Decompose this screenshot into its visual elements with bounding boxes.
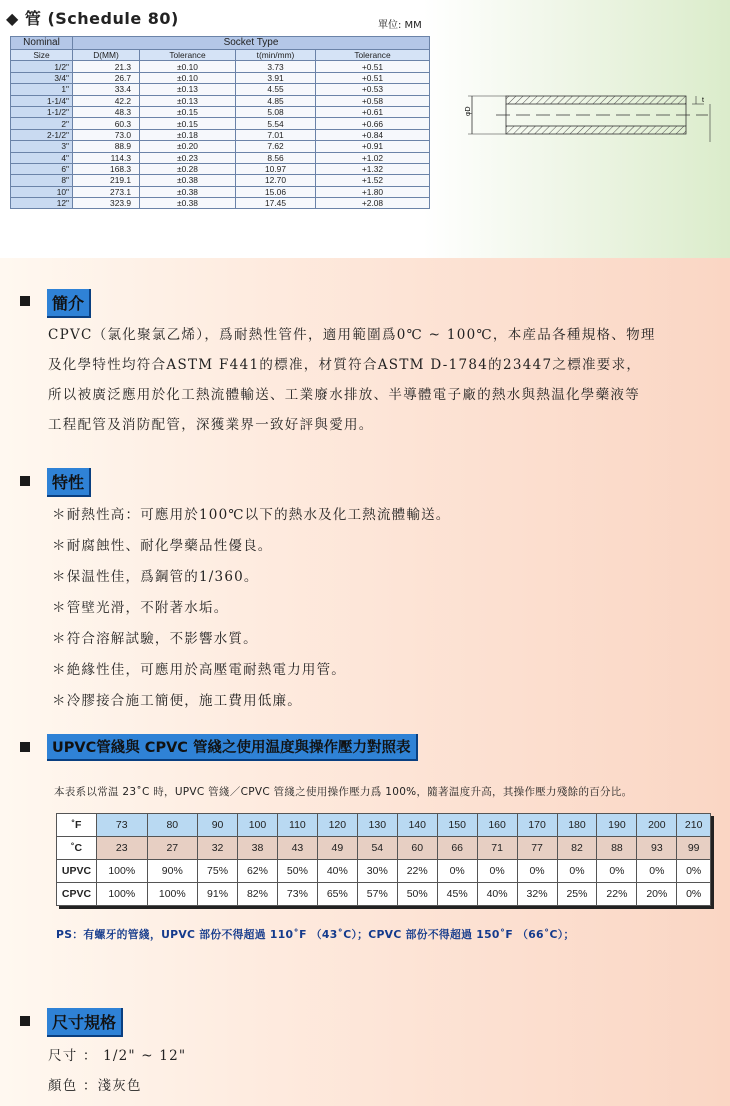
- pressure-cell: 0%: [437, 860, 477, 883]
- spec-cell: 7.01: [236, 129, 316, 140]
- spec-cell: 5.08: [236, 106, 316, 117]
- spec-cell: 17.45: [236, 198, 316, 209]
- pressure-row-label: UPVC: [57, 860, 97, 883]
- pressure-cell: 50%: [397, 883, 437, 906]
- spec-cell: 4.85: [236, 95, 316, 106]
- size-range: 尺寸 ： 1/2" ~ 12": [48, 1048, 187, 1064]
- pressure-cell: 40%: [317, 860, 357, 883]
- spec-cell: 168.3: [73, 163, 140, 174]
- pressure-cell: 22%: [397, 860, 437, 883]
- spec-cell: +0.51: [316, 72, 430, 83]
- pressure-cell: 91%: [198, 883, 238, 906]
- spec-cell: +1.32: [316, 163, 430, 174]
- spec-cell: 48.3: [73, 106, 140, 117]
- pressure-table-body: [57, 814, 711, 906]
- pressure-row-label: ˚C: [57, 837, 97, 860]
- spec-row: [11, 72, 430, 83]
- pressure-cell: 49: [317, 837, 357, 860]
- spec-cell: +0.61: [316, 106, 430, 117]
- spec-cell: 273.1: [73, 186, 140, 197]
- spec-cell: +1.02: [316, 152, 430, 163]
- feature-item: ＊耐腐蝕性、耐化學藥品性優良。: [52, 538, 273, 554]
- diameter-label: φD: [465, 106, 472, 116]
- pressure-cell: 73%: [277, 883, 317, 906]
- pressure-note: 本表系以常温 23˚C 時，UPVC 管綫／CPVC 管綫之使用操作壓力爲 100%，隨著温度升高，其操作壓力殘餘的百分比。: [54, 786, 633, 798]
- spec-cell: ±0.20: [140, 141, 236, 152]
- spec-cell: 10.97: [236, 163, 316, 174]
- intro-line: 工程配管及消防配管，深獲業界一致好評與愛用。: [48, 417, 374, 433]
- feature-item: ＊冷膠接合施工簡便，施工費用低廉。: [52, 693, 302, 709]
- spec-cell: 73.0: [73, 129, 140, 140]
- pressure-cell: 100: [238, 814, 278, 837]
- spec-cell: 8.56: [236, 152, 316, 163]
- spec-cell: 2": [11, 118, 73, 129]
- ps-note: [56, 927, 575, 942]
- spec-cell: 1-1/4": [11, 95, 73, 106]
- pressure-row-label: ˚F: [57, 814, 97, 837]
- spec-row: [11, 84, 430, 95]
- spec-cell: +1.80: [316, 186, 430, 197]
- pressure-cell: 57%: [357, 883, 397, 906]
- spec-cell: 33.4: [73, 84, 140, 95]
- subheader: Tolerance: [316, 50, 430, 61]
- spec-cell: 7.62: [236, 141, 316, 152]
- pressure-cell: 25%: [557, 883, 597, 906]
- pressure-row: [57, 837, 711, 860]
- features-title: 特性: [47, 468, 91, 497]
- pressure-cell: 45%: [437, 883, 477, 906]
- ps-prefix: PS：有螺牙的管綫，: [56, 928, 162, 941]
- spec-cell: ±0.38: [140, 175, 236, 186]
- spec-cell: 3/4": [11, 72, 73, 83]
- ps-body: UPVC 部份不得超過 110˚F （43˚C）；CPVC 部份不得超過 150˚F （66˚C）；: [161, 928, 575, 941]
- spec-cell: ±0.23: [140, 152, 236, 163]
- pressure-cell: 50%: [277, 860, 317, 883]
- spec-cell: +0.53: [316, 84, 430, 95]
- pressure-cell: 90: [198, 814, 238, 837]
- spec-row: [11, 186, 430, 197]
- spec-cell: 3": [11, 141, 73, 152]
- spec-row: [11, 198, 430, 209]
- pressure-cell: 0%: [557, 860, 597, 883]
- spec-row: [11, 163, 430, 174]
- feature-item: ＊保温性佳，爲鋼管的1/360。: [52, 569, 259, 585]
- spec-cell: 12": [11, 198, 73, 209]
- page-title: ◆ 管 (Schedule 80): [6, 9, 179, 28]
- pressure-cell: 140: [397, 814, 437, 837]
- feature-item: ＊絶緣性佳，可應用於高壓電耐熱電力用管。: [52, 662, 346, 678]
- spec-cell: 1/2": [11, 61, 73, 72]
- section-bullet: [20, 476, 30, 486]
- spec-cell: ±0.15: [140, 106, 236, 117]
- pressure-cell: 77: [517, 837, 557, 860]
- feature-item: ＊管壁光滑，不附著水垢。: [52, 600, 229, 616]
- pressure-cell: 60: [397, 837, 437, 860]
- spec-row: [11, 118, 430, 129]
- feature-item: ＊耐熱性高：可應用於100℃以下的熱水及化工熱流體輸送。: [52, 507, 451, 523]
- spec-cell: ±0.38: [140, 186, 236, 197]
- spec-cell: ±0.28: [140, 163, 236, 174]
- pressure-cell: 99: [677, 837, 711, 860]
- spec-cell: 8": [11, 175, 73, 186]
- spec-table-body: [11, 61, 430, 209]
- pipe-wall-top: [506, 96, 686, 104]
- spec-cell: 26.7: [73, 72, 140, 83]
- spec-cell: 3.91: [236, 72, 316, 83]
- col-socket-type: Socket Type: [73, 37, 430, 50]
- spec-cell: ±0.15: [140, 118, 236, 129]
- intro-line: 及化學特性均符合ASTM F441的標准，材質符合ASTM D-1784的23447之標准要求，: [48, 357, 642, 373]
- spec-cell: 15.06: [236, 186, 316, 197]
- intro-paragraph: [48, 320, 718, 440]
- spec-cell: 88.9: [73, 141, 140, 152]
- subheader: D(MM): [73, 50, 140, 61]
- spec-cell: 114.3: [73, 152, 140, 163]
- spec-row: [11, 129, 430, 140]
- spec-cell: ±0.10: [140, 61, 236, 72]
- spec-cell: 2-1/2": [11, 129, 73, 140]
- pipe-section-diagram: [456, 92, 724, 152]
- spec-cell: 42.2: [73, 95, 140, 106]
- pressure-cell: 130: [357, 814, 397, 837]
- pressure-cell: 66: [437, 837, 477, 860]
- pressure-cell: 32: [198, 837, 238, 860]
- spec-cell: +0.58: [316, 95, 430, 106]
- pressure-cell: 20%: [637, 883, 677, 906]
- pressure-title: UPVC管綫與 CPVC 管綫之使用温度與操作壓力對照表: [47, 734, 418, 761]
- pressure-cell: 23: [97, 837, 148, 860]
- pressure-row-label: CPVC: [57, 883, 97, 906]
- pressure-cell: 180: [557, 814, 597, 837]
- pressure-row: [57, 814, 711, 837]
- pressure-cell: 22%: [597, 883, 637, 906]
- pressure-cell: 160: [477, 814, 517, 837]
- spec-cell: 4.55: [236, 84, 316, 95]
- col-nominal: Nominal: [11, 37, 73, 50]
- pressure-cell: 0%: [597, 860, 637, 883]
- pressure-cell: 80: [147, 814, 198, 837]
- pressure-cell: 0%: [637, 860, 677, 883]
- pressure-cell: 120: [317, 814, 357, 837]
- pressure-cell: 110: [277, 814, 317, 837]
- pressure-cell: 75%: [198, 860, 238, 883]
- pressure-cell: 210: [677, 814, 711, 837]
- pressure-cell: 0%: [477, 860, 517, 883]
- pressure-cell: 100%: [147, 883, 198, 906]
- pressure-cell: 0%: [677, 860, 711, 883]
- pressure-cell: 200: [637, 814, 677, 837]
- pressure-cell: 150: [437, 814, 477, 837]
- pressure-cell: 38: [238, 837, 278, 860]
- spec-cell: 21.3: [73, 61, 140, 72]
- spec-cell: +0.84: [316, 129, 430, 140]
- pressure-cell: 170: [517, 814, 557, 837]
- spec-cell: 219.1: [73, 175, 140, 186]
- section-bullet: [20, 742, 30, 752]
- spec-cell: +0.51: [316, 61, 430, 72]
- spec-cell: 3.73: [236, 61, 316, 72]
- pressure-cell: 190: [597, 814, 637, 837]
- thickness-label: t: [702, 97, 704, 104]
- spec-cell: +0.66: [316, 118, 430, 129]
- subheader: t(min/mm): [236, 50, 316, 61]
- pressure-cell: 27: [147, 837, 198, 860]
- spec-cell: 323.9: [73, 198, 140, 209]
- spec-cell: ±0.18: [140, 129, 236, 140]
- intro-line: CPVC（氯化聚氯乙烯），爲耐熱性管件，適用範圍爲0℃ ~ 100℃，本産品各種規格、物理: [48, 327, 656, 343]
- spec-cell: ±0.13: [140, 95, 236, 106]
- pipe-wall-bottom: [506, 126, 686, 134]
- pressure-cell: 54: [357, 837, 397, 860]
- pressure-row: [57, 883, 711, 906]
- pressure-cell: 100%: [97, 883, 148, 906]
- spec-row: [11, 95, 430, 106]
- pressure-cell: 30%: [357, 860, 397, 883]
- spec-cell: +2.08: [316, 198, 430, 209]
- pressure-cell: 40%: [477, 883, 517, 906]
- pressure-cell: 0%: [677, 883, 711, 906]
- spec-cell: +1.52: [316, 175, 430, 186]
- spec-cell: +0.91: [316, 141, 430, 152]
- sizes-title: 尺寸規格: [47, 1008, 123, 1037]
- section-bullet: [20, 1016, 30, 1026]
- pressure-cell: 0%: [517, 860, 557, 883]
- spec-cell: ±0.10: [140, 72, 236, 83]
- pressure-cell: 65%: [317, 883, 357, 906]
- spec-cell: 4": [11, 152, 73, 163]
- pressure-cell: 100%: [97, 860, 148, 883]
- spec-cell: 60.3: [73, 118, 140, 129]
- spec-cell: 1-1/2": [11, 106, 73, 117]
- spec-cell: ±0.38: [140, 198, 236, 209]
- pressure-cell: 82: [557, 837, 597, 860]
- spec-row: [11, 175, 430, 186]
- spec-cell: 6": [11, 163, 73, 174]
- pressure-cell: 90%: [147, 860, 198, 883]
- schedule80-table: [10, 36, 430, 209]
- spec-row: [11, 152, 430, 163]
- spec-section: [0, 0, 730, 258]
- spec-cell: 12.70: [236, 175, 316, 186]
- intro-line: 所以被廣泛應用於化工熱流體輸送、工業廢水排放、半導體電子廠的熱水與熱温化學藥液等: [48, 387, 640, 403]
- spec-cell: ±0.13: [140, 84, 236, 95]
- color-spec: 顏色 ：淺灰色: [48, 1078, 142, 1094]
- pressure-cell: 93: [637, 837, 677, 860]
- spec-cell: 10": [11, 186, 73, 197]
- subheader: Size: [11, 50, 73, 61]
- pressure-cell: 71: [477, 837, 517, 860]
- spec-cell: 1": [11, 84, 73, 95]
- pressure-cell: 62%: [238, 860, 278, 883]
- pressure-cell: 73: [97, 814, 148, 837]
- pressure-cell: 43: [277, 837, 317, 860]
- spec-row: [11, 106, 430, 117]
- feature-item: ＊符合溶解試驗，不影響水質。: [52, 631, 258, 647]
- section-bullet: [20, 296, 30, 306]
- spec-cell: 5.54: [236, 118, 316, 129]
- pressure-cell: 32%: [517, 883, 557, 906]
- spec-row: [11, 141, 430, 152]
- pressure-cell: 82%: [238, 883, 278, 906]
- unit-label: 單位: MM: [378, 20, 422, 31]
- spec-row: [11, 61, 430, 72]
- pressure-row: [57, 860, 711, 883]
- intro-title: 簡介: [47, 289, 91, 318]
- subheader: Tolerance: [140, 50, 236, 61]
- pressure-cell: 88: [597, 837, 637, 860]
- pressure-table: [56, 813, 711, 906]
